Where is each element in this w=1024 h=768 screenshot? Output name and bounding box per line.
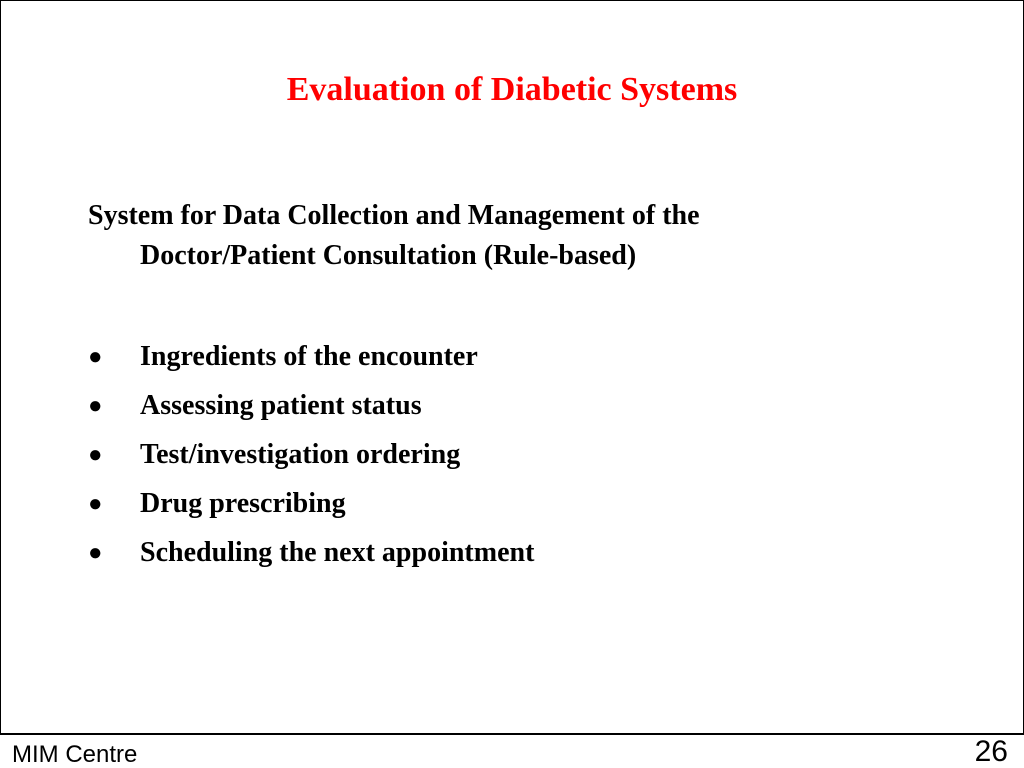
bullet-list bbox=[88, 332, 534, 577]
bullet-text: Scheduling the next appointment bbox=[140, 536, 535, 568]
bullet-icon: ● bbox=[88, 343, 103, 370]
bullet-text: Assessing patient status bbox=[140, 389, 422, 421]
bullet-icon: ● bbox=[88, 539, 103, 566]
slide-title: Evaluation of Diabetic Systems bbox=[286, 71, 738, 108]
bullet-item-test-ordering bbox=[88, 430, 534, 479]
bullet-item-assessing bbox=[88, 381, 534, 430]
intro-line-1: System for Data Collection and Management of the bbox=[88, 200, 700, 231]
bullet-text: Drug prescribing bbox=[140, 487, 346, 519]
bullet-icon: ● bbox=[88, 490, 103, 517]
bullet-item-drug-prescribing bbox=[88, 479, 534, 528]
intro-line-2: Doctor/Patient Consultation (Rule-based) bbox=[140, 240, 637, 271]
bullet-icon: ● bbox=[88, 441, 103, 468]
bullet-text: Test/investigation ordering bbox=[140, 438, 461, 470]
bullet-item-ingredients bbox=[88, 332, 534, 381]
bullet-text: Ingredients of the encounter bbox=[140, 340, 478, 372]
bullet-item-scheduling bbox=[88, 528, 534, 577]
page-number: 26 bbox=[974, 735, 1008, 768]
bullet-icon: ● bbox=[88, 392, 103, 419]
footer-organization: MIM Centre bbox=[12, 741, 138, 768]
intro-paragraph bbox=[88, 196, 888, 276]
